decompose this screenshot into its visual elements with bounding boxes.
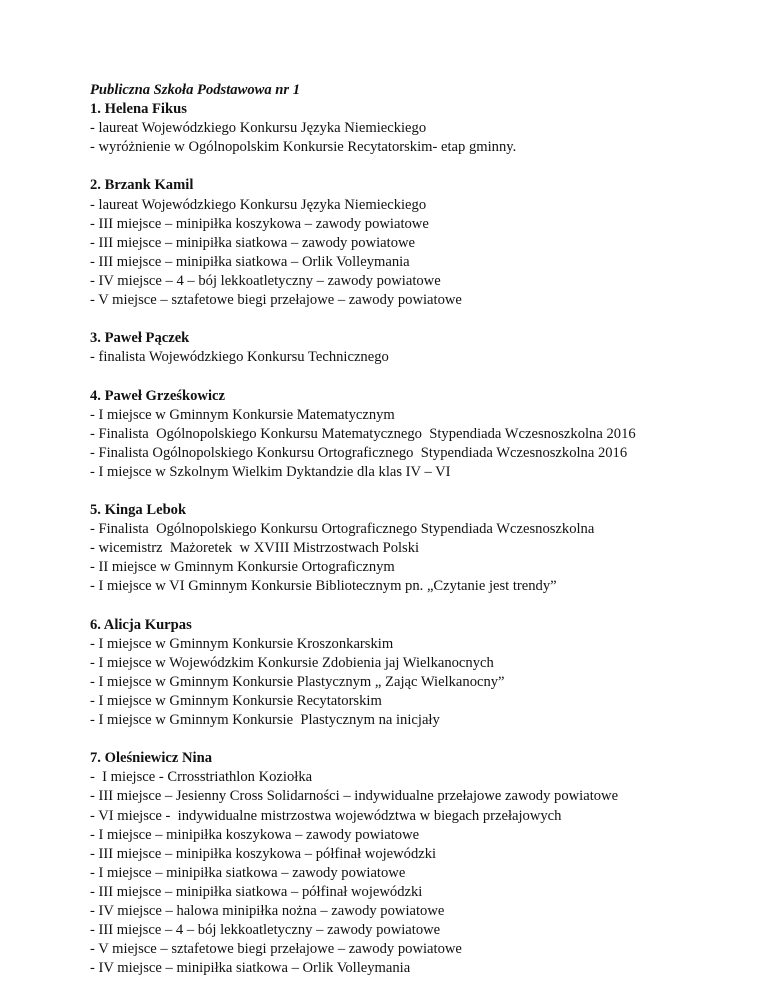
achievement-list <box>90 196 750 311</box>
achievement-item: - I miejsce w Szkolnym Wielkim Dyktandzie dla klas IV – VI <box>90 463 451 480</box>
achievement-item: - I miejsce w Gminnym Konkursie Plastycznym na inicjały <box>90 712 440 729</box>
achievement-item: - IV miejsce – minipiłka siatkowa – Orlik Volleymania <box>90 960 411 977</box>
student-entry <box>90 329 750 367</box>
achievement-item: - Finalista Ogólnopolskiego Konkursu Ortograficznego Stypendiada Wczesnoszkolna 2016 <box>90 444 628 461</box>
achievement-item: - V miejsce – sztafetowe biegi przełajowe – zawody powiatowe <box>90 292 462 309</box>
achievement-list <box>90 520 750 596</box>
achievement-item: - I miejsce w VI Gminnym Konkursie Bibliotecznym pn. „Czytanie jest trendy” <box>90 578 557 595</box>
achievement-list <box>90 768 750 978</box>
achievement-item: - Finalista Ogólnopolskiego Konkursu Matematycznego Stypendiada Wczesnoszkolna 2016 <box>90 425 636 442</box>
achievement-item: - III miejsce – 4 – bój lekkoatletyczny – zawody powiatowe <box>90 922 441 939</box>
achievement-item: - III miejsce – minipiłka koszykowa – zawody powiatowe <box>90 215 429 232</box>
achievement-item: - III miejsce – minipiłka siatkowa – Orlik Volleymania <box>90 253 410 270</box>
achievement-item: - I miejsce w Gminnym Konkursie Recytatorskim <box>90 693 382 709</box>
achievement-item: - V miejsce – sztafetowe biegi przełajowe – zawody powiatowe <box>90 941 462 958</box>
achievement-item: - I miejsce w Gminnym Konkursie Matematycznym <box>90 406 395 423</box>
achievement-list <box>90 406 750 482</box>
achievement-item: - I miejsce - Crrosstriathlon Koziołka <box>90 769 313 786</box>
student-name: 7. Oleśniewicz Nina <box>90 750 213 767</box>
achievement-item: - IV miejsce – 4 – bój lekkoatletyczny – zawody powiatowe <box>90 272 441 289</box>
student-name: 1. Helena Fikus <box>90 101 187 118</box>
achievement-item: - wyróżnienie w Ogólnopolskim Konkursie Recytatorskim- etap gminny. <box>90 139 517 156</box>
student-name: 4. Paweł Grześkowicz <box>90 387 225 404</box>
achievement-item: - I miejsce w Gminnym Konkursie Kroszonkarskim <box>90 635 394 652</box>
achievement-item: - III miejsce – Jesienny Cross Solidarności – indywidualne przełajowe zawody powiatowe <box>90 788 619 805</box>
student-name: 2. Brzank Kamil <box>90 177 194 194</box>
achievement-item: - I miejsce w Gminnym Konkursie Plastycznym „ Zając Wielkanocny” <box>90 673 505 690</box>
achievement-list <box>90 348 750 367</box>
achievement-item: - III miejsce – minipiłka siatkowa – półfinał wojewódzki <box>90 883 423 900</box>
student-entry <box>90 100 750 157</box>
achievement-item: - III miejsce – minipiłka siatkowa – zawody powiatowe <box>90 234 416 251</box>
student-entry <box>90 387 750 482</box>
student-list <box>90 100 750 978</box>
student-name: 5. Kinga Lebok <box>90 502 187 519</box>
achievement-item: - wicemistrz Mażoretek w XVIII Mistrzostwach Polski <box>90 540 420 557</box>
student-name: 3. Paweł Pączek <box>90 330 190 347</box>
achievement-item: - VI miejsce - indywidualne mistrzostwa województwa w biegach przełajowych <box>90 807 562 824</box>
student-entry <box>90 501 750 596</box>
achievement-item: - II miejsce w Gminnym Konkursie Ortograficznym <box>90 559 395 576</box>
achievement-item: - I miejsce – minipiłka siatkowa – zawody powiatowe <box>90 864 406 881</box>
student-entry <box>90 176 750 310</box>
achievement-item: - I miejsce – minipiłka koszykowa – zawody powiatowe <box>90 826 420 843</box>
achievement-item: - laureat Wojewódzkiego Konkursu Języka Niemieckiego <box>90 120 427 137</box>
document-page <box>90 81 750 998</box>
school-title: Publiczna Szkoła Podstawowa nr 1 <box>90 82 301 98</box>
achievement-item: - finalista Wojewódzkiego Konkursu Technicznego <box>90 349 389 366</box>
achievement-list <box>90 635 750 730</box>
achievement-item: - III miejsce – minipiłka koszykowa – półfinał wojewódzki <box>90 845 437 862</box>
student-entry <box>90 749 750 978</box>
achievement-item: - I miejsce w Wojewódzkim Konkursie Zdobienia jaj Wielkanocnych <box>90 654 494 671</box>
achievement-list <box>90 119 750 157</box>
student-entry <box>90 616 750 731</box>
achievement-item: - IV miejsce – halowa minipiłka nożna – zawody powiatowe <box>90 903 445 920</box>
achievement-item: - laureat Wojewódzkiego Konkursu Języka Niemieckiego <box>90 196 427 213</box>
student-name: 6. Alicja Kurpas <box>90 616 192 633</box>
achievement-item: - Finalista Ogólnopolskiego Konkursu Ortograficznego Stypendiada Wczesnoszkolna <box>90 521 595 538</box>
